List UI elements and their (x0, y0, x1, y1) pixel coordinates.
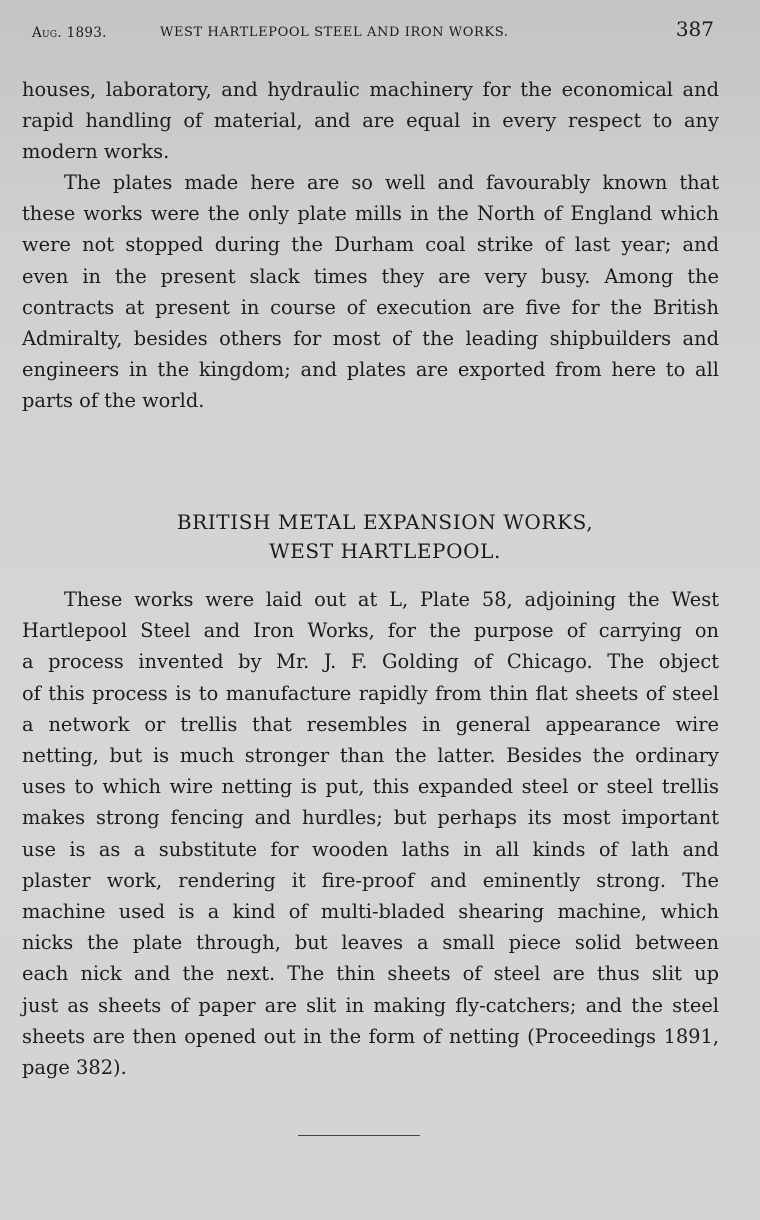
running-head-title: WEST HARTLEPOOL STEEL AND IRON WORKS. (160, 25, 509, 40)
text-line: even in the present slack times they are very busy. Among the (22, 264, 719, 288)
text-line: use is as a substitute for wooden laths in all kinds of lath and (22, 837, 719, 861)
text-line: makes strong fencing and hurdles; but perhaps its most important (22, 806, 719, 830)
text-line: just as sheets of paper are slit in making fly-catchers; and the steel (22, 993, 719, 1017)
text-line: modern works. (22, 140, 170, 164)
text-line: plaster work, rendering it fire-proof and eminently strong. The (22, 868, 719, 892)
text-line: a process invented by Mr. J. F. Golding of Chicago. The object (22, 650, 719, 674)
text-line: rapid handling of material, and are equal in every respect to any (22, 109, 719, 133)
paragraph-continued (22, 74, 719, 168)
text-line: The plates made here are so well and favourably known that (64, 171, 719, 194)
text-line: houses, laboratory, and hydraulic machinery for the economical and (22, 78, 719, 101)
running-head-date: Aug. 1893. (32, 25, 107, 41)
end-rule-divider (298, 1135, 420, 1136)
text-line: of this process is to manufacture rapidly from thin flat sheets of steel (22, 681, 719, 705)
running-head (32, 17, 714, 47)
paragraph-plates (22, 167, 719, 417)
text-line: Admiralty, besides others for most of the leading shipbuilders and (22, 327, 719, 351)
text-line: uses to which wire netting is put, this expanded steel or steel trellis (22, 775, 719, 799)
text-line: contracts at present in course of execution are five for the British (22, 295, 719, 319)
text-line: were not stopped during the Durham coal strike of last year; and (22, 233, 719, 257)
text-line: netting, but is much stronger than the latter. Besides the ordinary (22, 744, 719, 768)
text-line: These works were laid out at L, Plate 58, adjoining the West (64, 588, 719, 611)
page-number: 387 (675, 17, 714, 41)
text-line: Hartlepool Steel and Iron Works, for the purpose of carrying on (22, 619, 719, 643)
paragraph-expansion-works (22, 584, 719, 1083)
text-line: each nick and the next. The thin sheets of steel are thus slit up (22, 962, 719, 986)
text-line: these works were the only plate mills in the North of England which (22, 202, 719, 226)
section-heading-line-2: WEST HARTLEPOOL. (269, 539, 501, 563)
text-line: nicks the plate through, but leaves a small piece solid between (22, 931, 719, 955)
text-line: engineers in the kingdom; and plates are exported from here to all (22, 358, 719, 382)
text-line: a network or trellis that resembles in general appearance wire (22, 712, 719, 736)
text-line: sheets are then opened out in the form of netting (Proceedings 1891, (22, 1024, 719, 1048)
text-line: machine used is a kind of multi-bladed shearing machine, which (22, 900, 719, 924)
text-line: parts of the world. (22, 389, 205, 413)
section-heading (0, 508, 760, 566)
section-heading-line-1: BRITISH METAL EXPANSION WORKS, (176, 510, 594, 534)
text-line: page 382). (22, 1056, 127, 1080)
